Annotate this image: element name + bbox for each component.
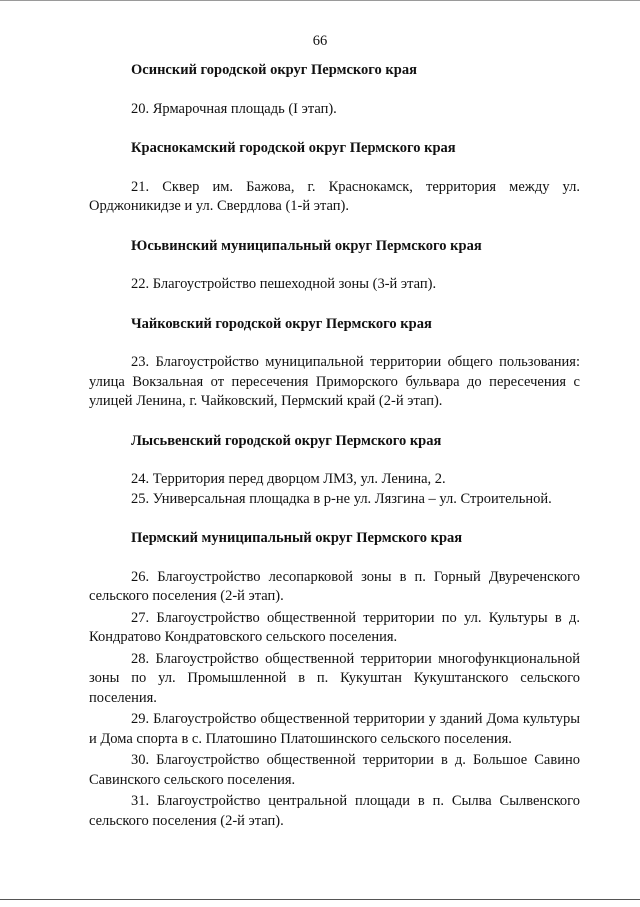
section-heading: Чайковский городской округ Пермского края xyxy=(131,315,432,332)
section-heading: Лысьвенский городской округ Пермского края xyxy=(131,432,442,449)
section-heading: Пермский муниципальный округ Пермского края xyxy=(131,530,463,546)
scan-bottom-edge xyxy=(0,899,640,900)
list-item: 29. Благоустройство общественной территории у зданий Дома культуры и Дома спорта в с. Платошино Платошинского сельского поселения. xyxy=(89,711,580,747)
list-item: 27. Благоустройство общественной территории по ул. Культуры в д. Кондратово Кондратовского сельского поселения. xyxy=(89,609,580,645)
section-heading: Краснокамский городской округ Пермского края xyxy=(131,140,456,156)
list-item: 24. Территория перед дворцом ЛМЗ, ул. Ленина, 2. xyxy=(131,471,446,487)
document-body xyxy=(89,58,580,831)
section-heading: Юсьвинский муниципальный округ Пермского края xyxy=(131,237,482,254)
page-number: 66 xyxy=(312,33,328,49)
list-item: 30. Благоустройство общественной территории в д. Большое Савино Савинского сельского поселения. xyxy=(89,752,580,788)
list-item: 22. Благоустройство пешеходной зоны (3-й этап). xyxy=(131,276,437,292)
list-item: 28. Благоустройство общественной территории многофункциональной зоны по ул. Промышленной в п. Кукуштан Кукуштанского сельского поселения. xyxy=(89,650,580,706)
list-item: 21. Сквер им. Бажова, г. Краснокамск, территория между ул. Орджоникидзе и ул. Свердлова (1-й этап). xyxy=(89,178,580,214)
list-item: 31. Благоустройство центральной площади в п. Сылва Сылвенского сельского поселения (2-й этап). xyxy=(89,793,580,829)
list-item: 20. Ярмарочная площадь (I этап). xyxy=(131,100,337,117)
list-item: 23. Благоустройство муниципальной территории общего пользования: улица Вокзальная от пересечения Приморского бульвара до пересечения с улицей Ленина, г. Чайковский, Пермский край (2-й этап). xyxy=(89,354,580,409)
scan-top-edge xyxy=(0,0,640,1)
list-item: 25. Универсальная площадка в р-не ул. Лязгина – ул. Строительной. xyxy=(131,490,552,507)
list-item: 26. Благоустройство лесопарковой зоны в п. Горный Двуреченского сельского поселения (2-й этап). xyxy=(89,568,580,604)
section-heading: Осинский городской округ Пермского края xyxy=(131,62,417,78)
